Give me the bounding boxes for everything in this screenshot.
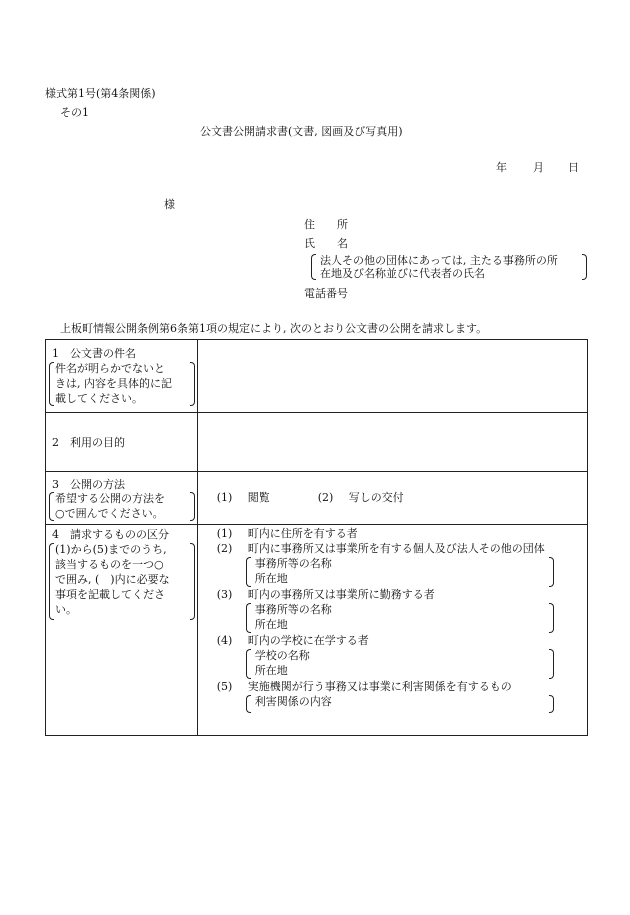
row-purpose — [46, 413, 588, 472]
intro-text: 上板町情報公開条例第6条第1項の規定により, 次のとおり公文書の公開を請求します。 — [60, 322, 488, 335]
row-method — [46, 472, 588, 525]
method-option-copy[interactable]: 写しの交付 — [348, 491, 404, 504]
row-2-label-cell — [46, 413, 198, 472]
category-3-location-label: 所在地 — [254, 618, 288, 631]
category-1-resident[interactable]: 町内に住所を有する者 — [247, 527, 358, 540]
document-title: 公文書公開請求書(文書, 図画及び写真用) — [200, 125, 403, 138]
category-2-location-label: 所在地 — [254, 572, 288, 585]
category-2-open-bracket — [246, 557, 251, 587]
row-category — [46, 525, 588, 736]
purpose-input-cell[interactable] — [197, 413, 587, 472]
form-number: 様式第1号(第4条関係) — [45, 87, 156, 100]
category-3-open-bracket — [246, 603, 251, 633]
category-4-number: (4) — [216, 634, 233, 647]
category-1-number: (1) — [216, 527, 233, 540]
row-4-note-line-5: い。 — [55, 603, 77, 616]
row-4-note-open-bracket — [49, 543, 54, 620]
row-3-note-close-bracket — [190, 492, 195, 521]
category-2-office-name-label: 事務所等の名称 — [254, 557, 332, 570]
category-4-school-name-label: 学校の名称 — [254, 649, 310, 662]
method-option-2-number: (2) — [317, 491, 334, 504]
row-4-note-line-2: 該当するものを一つ○ — [55, 558, 164, 571]
row-3-note-line-1: 希望する公開の方法を — [55, 492, 165, 505]
corp-note-line-1: 法人その他の団体にあっては, 主たる事務所の所 — [320, 254, 558, 267]
row-4-note-line-1: (1)から(5)までのうち, — [55, 543, 167, 556]
date-year-label: 年 — [496, 161, 507, 174]
category-options-cell — [197, 525, 587, 736]
corp-note-line-2: 在地及び名称並びに代表者の氏名 — [320, 267, 485, 280]
category-3-number: (3) — [216, 588, 233, 601]
addressee-suffix: 様 — [164, 198, 175, 211]
row-1-label: 1 公文書の件名 — [52, 347, 136, 360]
category-5-number: (5) — [216, 680, 233, 693]
category-5-open-bracket — [246, 695, 251, 713]
method-option-1-number: (1) — [216, 491, 233, 504]
row-3-label-cell — [46, 472, 198, 525]
row-1-label-cell — [46, 340, 198, 413]
name-label: 氏 名 — [304, 237, 348, 250]
row-1-note-line-3: 載してください。 — [55, 392, 143, 405]
row-1-note-close-bracket — [190, 362, 195, 406]
corp-note-open-bracket — [311, 254, 316, 280]
category-2-close-bracket — [549, 557, 554, 587]
row-4-note-line-3: で囲み, ( )内に必要な — [55, 573, 170, 586]
category-5-interested-party[interactable]: 実施機関が行う事務又は事業に利害関係を有するもの — [247, 680, 512, 693]
address-label: 住 所 — [304, 218, 348, 231]
method-options-cell — [197, 472, 587, 525]
category-3-employee[interactable]: 町内の事務所又は事業所に勤務する者 — [247, 588, 435, 601]
category-4-student[interactable]: 町内の学校に在学する者 — [247, 634, 369, 647]
request-form-table — [45, 339, 588, 736]
category-2-office-holder[interactable]: 町内に事務所又は事業所を有する個人及び法人その他の団体 — [247, 542, 545, 555]
row-1-note-open-bracket — [49, 362, 54, 406]
phone-label: 電話番号 — [304, 287, 348, 300]
category-3-office-name-label: 事務所等の名称 — [254, 603, 332, 616]
category-4-close-bracket — [549, 649, 554, 679]
category-2-number: (2) — [216, 542, 233, 555]
row-1-note-line-2: きは, 内容を具体的に記 — [55, 377, 172, 390]
row-1-note-line-1: 件名が明らかでないと — [55, 362, 165, 375]
category-5-interest-label: 利害関係の内容 — [254, 695, 332, 708]
form-sub-number: その1 — [60, 106, 89, 119]
row-4-note-close-bracket — [190, 543, 195, 620]
corp-note-close-bracket — [582, 254, 587, 280]
date-day-label: 日 — [568, 161, 579, 174]
method-option-view[interactable]: 閲覧 — [247, 491, 270, 504]
row-4-label-cell — [46, 525, 198, 736]
row-3-label: 3 公開の方法 — [52, 478, 125, 491]
category-3-close-bracket — [549, 603, 554, 633]
row-4-note-line-4: 事項を記載してくださ — [55, 588, 165, 601]
category-4-open-bracket — [246, 649, 251, 679]
document-name-input-cell[interactable] — [197, 340, 587, 413]
category-4-location-label: 所在地 — [254, 664, 288, 677]
row-4-label: 4 請求するものの区分 — [52, 528, 169, 541]
date-month-label: 月 — [533, 161, 544, 174]
row-3-note-open-bracket — [49, 492, 54, 521]
row-3-note-line-2: ○で囲んでください。 — [55, 507, 164, 520]
row-2-label: 2 利用の目的 — [52, 436, 125, 449]
category-5-close-bracket — [549, 695, 554, 713]
row-document-name — [46, 340, 588, 413]
